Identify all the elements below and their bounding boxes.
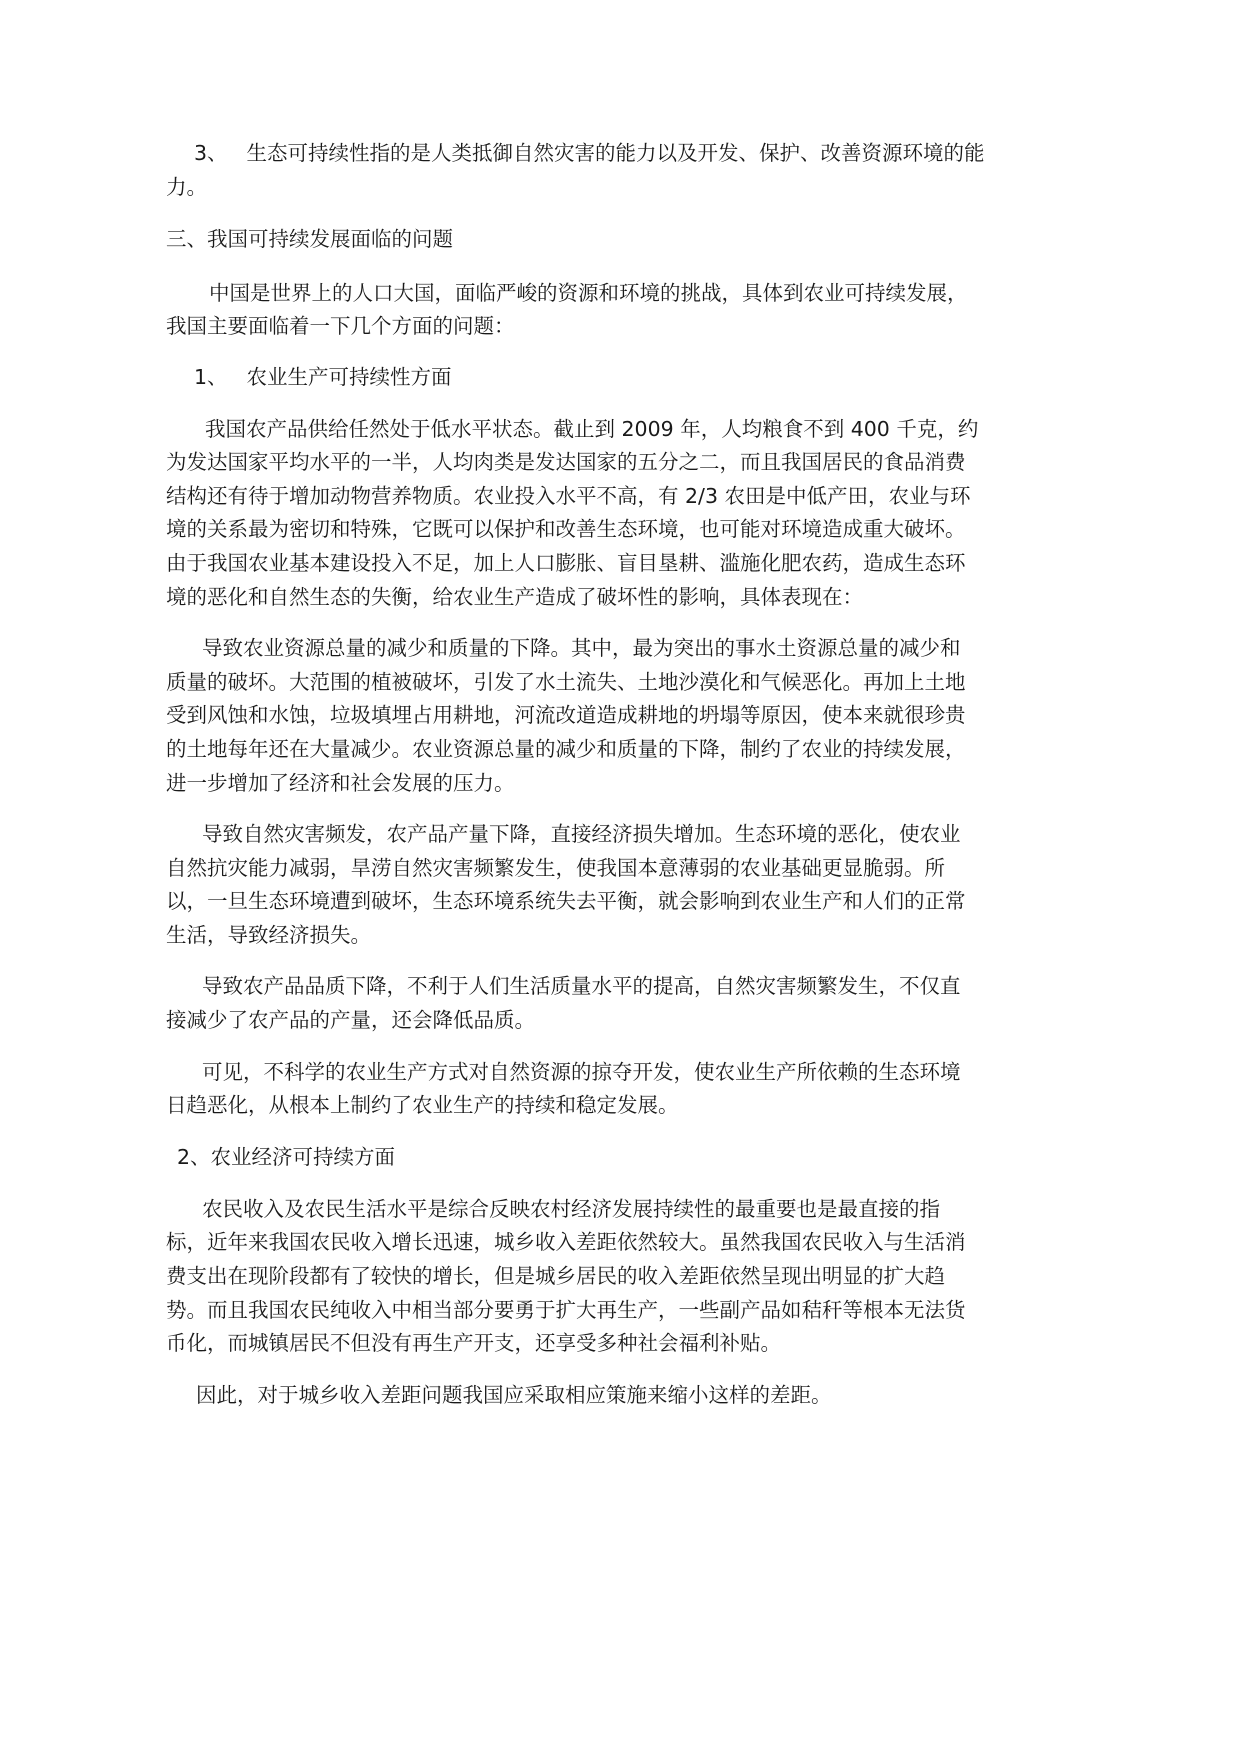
- text-line: 接减少了农产品的产量，还会降低品质。: [166, 1008, 535, 1032]
- text-line: 导致自然灾害频发，农产品产量下降，直接经济损失增加。生态环境的恶化，使农业: [202, 822, 961, 846]
- text-line: 我国农产品供给任然处于低水平状态。截止到 2009 年，人均粮食不到 400 千克，约: [205, 417, 979, 441]
- text-line: 势。而且我国农民纯收入中相当部分要勇于扩大再生产，一些副产品如秸秆等根本无法货: [166, 1298, 966, 1322]
- text-line: 因此，对于城乡收入差距问题我国应采取相应策施来缩小这样的差距。: [196, 1383, 832, 1407]
- text-line: 生态可持续性指的是人类抵御自然灾害的能力以及开发、保护、改善资源环境的能: [246, 141, 985, 165]
- section-heading: 三、我国可持续发展面临的问题: [166, 227, 453, 251]
- list-item-3: [194, 137, 985, 170]
- text-line: 币化，而城镇居民不但没有再生产开支，还享受多种社会福利补贴。: [166, 1331, 781, 1355]
- text-line: 为发达国家平均水平的一半，人均肉类是发达国家的五分之二，而且我国居民的食品消费: [166, 450, 966, 474]
- text-line: 进一步增加了经济和社会发展的压力。: [166, 771, 515, 795]
- text-line: 受到风蚀和水蚀，垃圾填埋占用耕地，河流改道造成耕地的坍塌等原因，使本来就很珍贵: [166, 703, 966, 727]
- text-line: 费支出在现阶段都有了较快的增长，但是城乡居民的收入差距依然呈现出明显的扩大趋: [166, 1264, 945, 1288]
- text-line: 标，近年来我国农民收入增长迅速，城乡收入差距依然较大。虽然我国农民收入与生活消: [166, 1230, 966, 1254]
- list-number: 3、: [194, 141, 228, 165]
- subsection-heading: [194, 361, 452, 394]
- text-line: 农民收入及农民生活水平是综合反映农村经济发展持续性的最重要也是最直接的指: [202, 1197, 940, 1221]
- text-line: 力。: [166, 175, 207, 199]
- subsection-heading: 2、农业经济可持续方面: [177, 1145, 396, 1169]
- text-line: 以，一旦生态环境遭到破坏，生态环境系统失去平衡，就会影响到农业生产和人们的正常: [166, 889, 966, 913]
- text-line: 中国是世界上的人口大国，面临严峻的资源和环境的挑战，具体到农业可持续发展，: [209, 281, 968, 305]
- subsection-title: 农业生产可持续性方面: [246, 365, 452, 389]
- text-line: 我国主要面临着一下几个方面的问题：: [166, 314, 515, 338]
- text-line: 可见，不科学的农业生产方式对自然资源的掠夺开发，使农业生产所依赖的生态环境: [202, 1060, 961, 1084]
- text-line: 结构还有待于增加动物营养物质。农业投入水平不高，有 2/3 农田是中低产田，农业与环: [166, 484, 971, 508]
- text-line: 日趋恶化，从根本上制约了农业生产的持续和稳定发展。: [166, 1093, 679, 1117]
- text-line: 自然抗灾能力减弱，旱涝自然灾害频繁发生，使我国本意薄弱的农业基础更显脆弱。所: [166, 856, 945, 880]
- text-line: 质量的破坏。大范围的植被破坏，引发了水土流失、土地沙漠化和气候恶化。再加上土地: [166, 670, 966, 694]
- text-line: 境的恶化和自然生态的失衡，给农业生产造成了破坏性的影响，具体表现在：: [166, 585, 863, 609]
- text-line: 境的关系最为密切和特殊，它既可以保护和改善生态环境，也可能对环境造成重大破坏。: [166, 517, 966, 541]
- text-line: 的土地每年还在大量减少。农业资源总量的减少和质量的下降，制约了农业的持续发展，: [166, 737, 966, 761]
- list-number: 1、: [194, 365, 228, 389]
- text-line: 生活，导致经济损失。: [166, 923, 371, 947]
- text-line: 由于我国农业基本建设投入不足，加上人口膨胀、盲目垦耕、滥施化肥农药，造成生态环: [166, 551, 966, 575]
- text-line: 导致农业资源总量的减少和质量的下降。其中，最为突出的事水土资源总量的减少和: [202, 636, 961, 660]
- text-line: 导致农产品品质下降，不利于人们生活质量水平的提高，自然灾害频繁发生，不仅直: [202, 974, 961, 998]
